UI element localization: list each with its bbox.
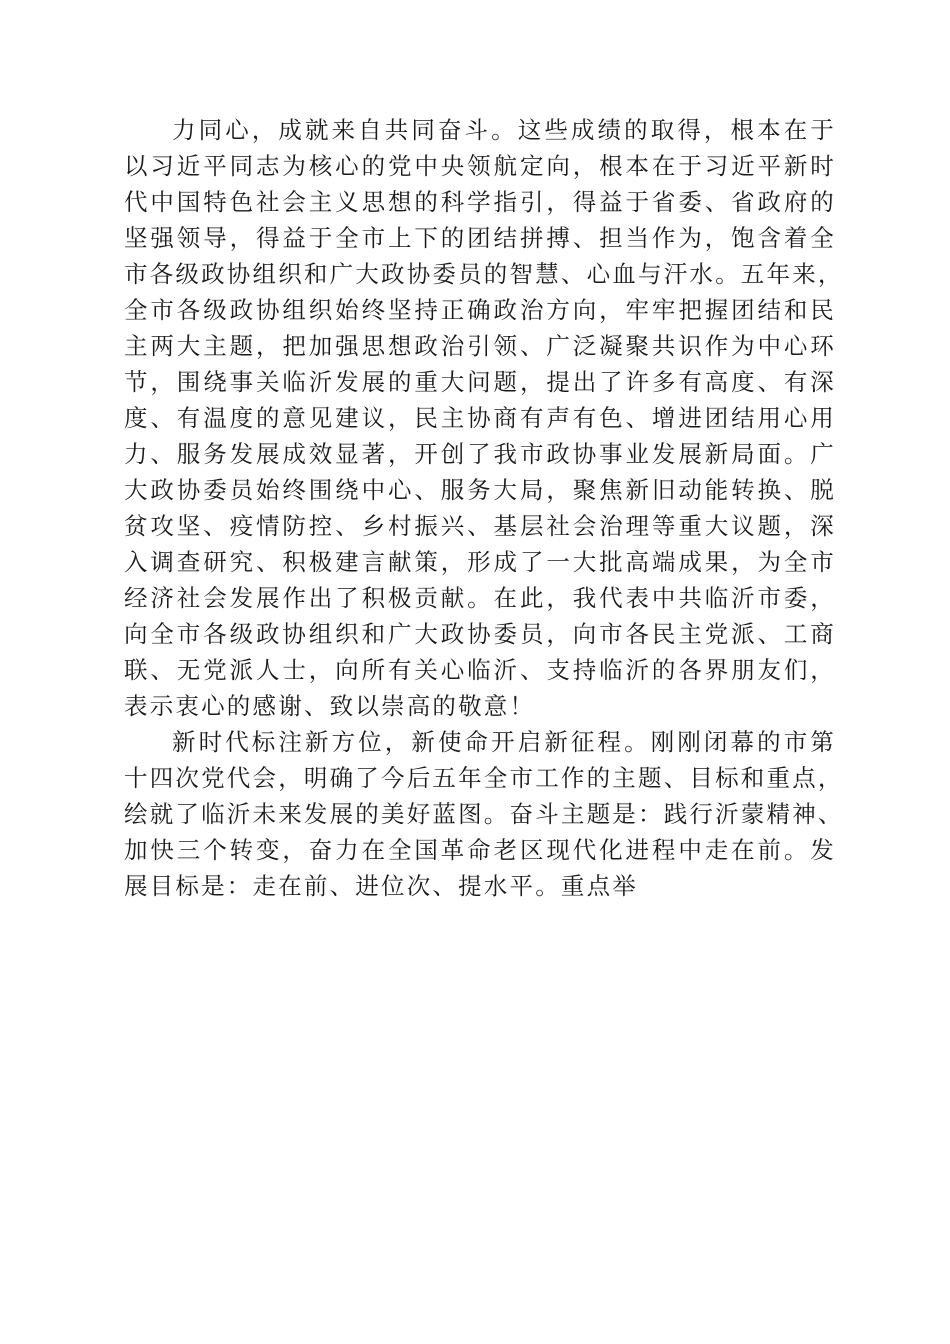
text-line: 新时代标注新方位，新使命开启新征程。刚刚闭幕的市第 [172,728,836,756]
text-line: 市各级政协组织和广大政协委员的智慧、心血与汗水。五年来， [124,260,844,288]
text-line: 度、有温度的意见建议，民主协商有声有色、增进团结用心用 [124,404,836,432]
text-line: 节，围绕事关临沂发展的重大问题，提出了许多有高度、有深 [124,368,836,396]
text-line: 全市各级政协组织始终坚持正确政治方向，牢牢把握团结和民 [124,296,836,324]
text-line: 经济社会发展作出了积极贡献。在此，我代表中共临沂市委， [124,584,836,612]
text-line: 坚强领导，得益于全市上下的团结拼搏、担当作为，饱含着全 [124,224,836,252]
text-line: 主两大主题，把加强思想政治引领、广泛凝聚共识作为中心环 [124,332,836,360]
text-line: 代中国特色社会主义思想的科学指引，得益于省委、省政府的 [124,188,836,216]
text-line: 贫攻坚、疫情防控、乡村振兴、基层社会治理等重大议题，深 [124,512,836,540]
text-line: 加快三个转变，奋力在全国革命老区现代化进程中走在前。发 [124,836,836,864]
paragraph-2 [124,724,844,904]
text-line: 力、服务发展成效显著，开创了我市政协事业发展新局面。广 [124,440,836,468]
text-line: 表示衷心的感谢、致以崇高的敬意！ [124,692,536,720]
text-line: 绘就了临沂未来发展的美好蓝图。奋斗主题是：践行沂蒙精神、 [124,800,844,828]
text-line: 以习近平同志为核心的党中央领航定向，根本在于习近平新时 [124,152,836,180]
text-line: 展目标是：走在前、进位次、提水平。重点举 [124,872,638,900]
text-line: 向全市各级政协组织和广大政协委员，向市各民主党派、工商 [124,620,836,648]
text-line: 力同心，成就来自共同奋斗。这些成绩的取得，根本在于 [172,116,836,144]
text-line: 联、无党派人士，向所有关心临沂、支持临沂的各界朋友们， [124,656,836,684]
document-body [124,112,844,904]
text-line: 十四次党代会，明确了今后五年全市工作的主题、目标和重点， [124,764,844,792]
text-line: 入调查研究、积极建言献策，形成了一大批高端成果，为全市 [124,548,836,576]
text-line: 大政协委员始终围绕中心、服务大局，聚焦新旧动能转换、脱 [124,476,836,504]
paragraph-1 [124,112,844,724]
